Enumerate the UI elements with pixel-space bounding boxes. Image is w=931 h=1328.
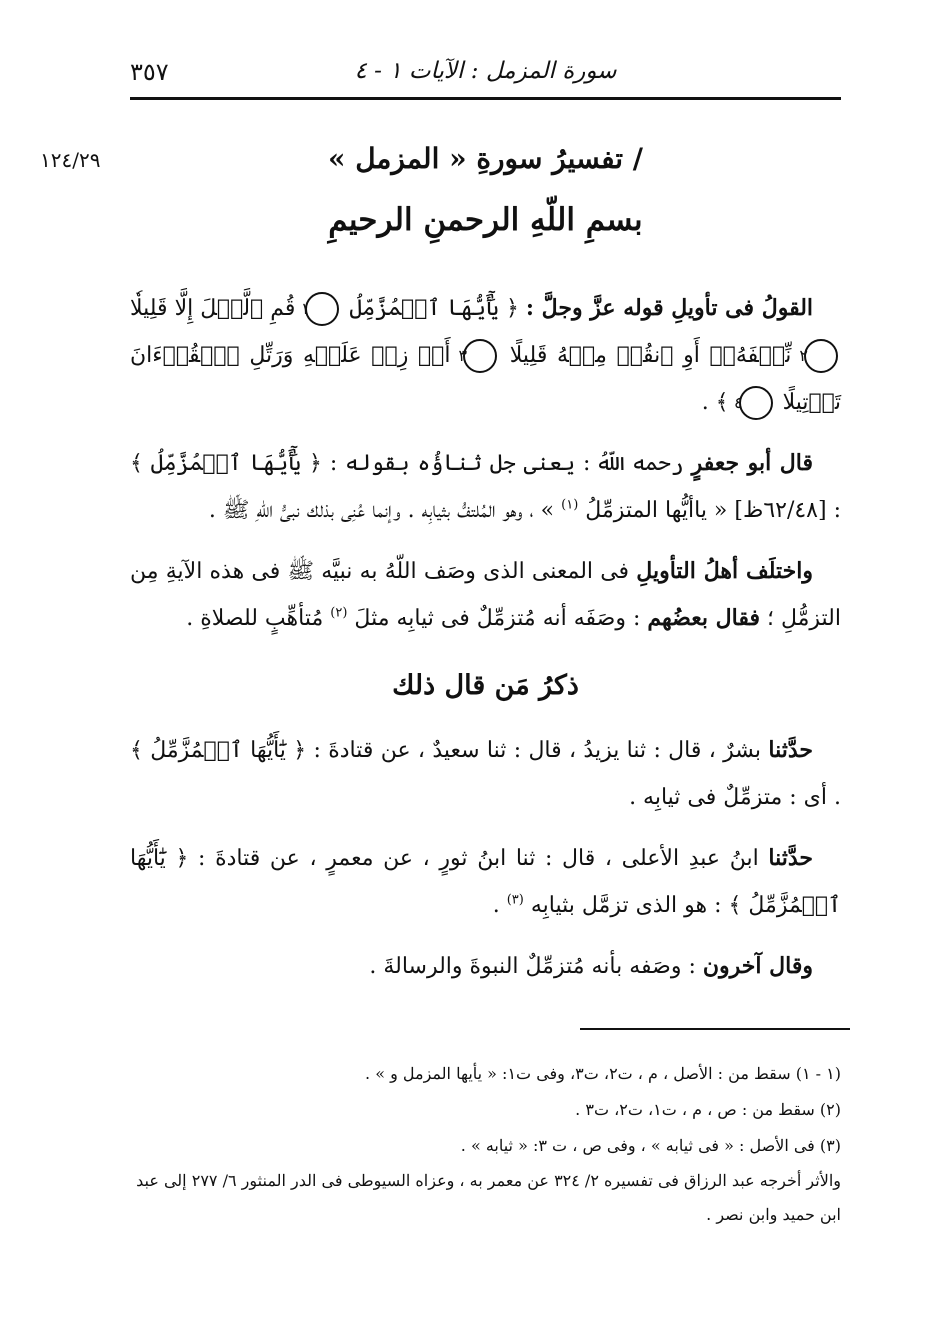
verse-text: ﴿ يَٰٓأَيُّهَا ٱلۡمُزَّمِّلُ [349,296,519,321]
paragraph-lead: حدَّثنا [768,845,814,871]
verse-text: نِّصۡفَهُۥٓ أَوِ ٱنقُصۡ مِنۡهُ قَلِيلًا [509,343,792,368]
paragraph-lead: واختلَف أهلُ التأويلِ [636,558,813,584]
running-header [130,50,841,94]
footnotes [130,1056,841,1232]
verse-text: أَوۡ زِدۡ عَلَيۡهِ وَرَتِّلِ ٱلۡقُرۡءَانَ تَرۡتِيلًا [130,343,841,415]
footnote-ref: (٢) [330,605,348,621]
commentary-paragraph [130,943,841,990]
paragraph-lead: وقال آخرون [702,953,813,979]
main-text [130,285,841,1004]
paragraph-text: . [492,893,500,918]
footnote: (١ - ١) سقط من : الأصل ، م ، ت٢، ت٣، وفى ت١: « يأيها المزمل و » . [365,1064,841,1083]
margin-manuscript-ref: ١٢٤/٢٩ [40,148,101,172]
paragraph-text: رحمه اللّهُ : يعنى جل ثناؤُه بقوله : ﴿ يَٰٓأَيُّهَا ٱلۡمُزَّمِّلُ ﴾ : [٦٢/٤٨ظ] « ياأيُّها المتزمِّلُ [130,451,841,523]
verse-number-marker: ٤ [739,386,773,420]
paragraph-lead: قال أبو جعفرٍ [691,450,814,476]
section-heading: ذكرُ مَن قال ذلك [392,670,579,701]
footnote-ref: (٣) [506,892,524,908]
paragraph-lead: حدَّثنا [768,737,813,763]
verse-number-marker: ١ [305,292,339,326]
footnote: (٢) سقط من : ص ، م ، ت١، ت٢، ت٣ . [575,1100,841,1119]
commentary-paragraph [130,548,841,642]
header-rule [130,97,841,100]
paragraph-text: بشرٌ ، قال : ثنا يزيدُ ، قال : ثنا سعيدٌ ، عن قتادةَ : ﴿ يَٰٓأَيُّهَا ٱلۡمُزَّمِّلُ ﴾ . أى : متزمِّلٌ فى ثيابِه . [130,738,841,810]
footnote: (٣) فى الأصل : « فى ثيابه » ، وفى ص ، ت ٣: « ثيابه » . [460,1136,841,1155]
verse-close: ﴾ . [701,390,729,415]
verse-number-marker: ٣ [463,339,497,373]
basmala: بسمِ اللّهِ الرحمنِ الرحيمِ [328,202,643,238]
verses-paragraph [130,285,841,426]
paragraph-text: : وصَفَه أنه مُتزمِّلٌ فى ثيابِه مثلَ [354,606,641,631]
narration-paragraph [130,835,841,929]
verse-number-marker: ٢ [804,339,838,373]
paragraph-text: فى المعنى الذى وصَف اللّهُ به نبيَّه ﷺ فى هذه الآيةِ مِن التزمُّلِ ؛ [130,559,841,631]
paragraph-text: مُتأهِّبٍ للصلاةِ . [186,606,324,631]
paragraph-text: » ، وهو المُلتفُّ بثيابِه . وإنما عُنِى بذلك نبىُّ اللّهِ ﷺ . [208,498,555,523]
paragraph-lead: القولُ فى تأويلِ قوله عزَّ وجلَّ : [525,295,814,321]
surah-title: / تفسيرُ سورةِ « المزمل » [327,142,644,175]
narration-paragraph [130,727,841,821]
paragraph-lead: فقال بعضُهم [647,605,760,631]
running-header-title: سورة المزمل : الآيات ١ - ٤ [354,58,617,84]
page-number: ٣٥٧ [130,58,169,86]
footnote-ref: (١) [561,497,579,513]
paragraph-text: ابنُ عبدِ الأعلى ، قال : ثنا ابنُ ثورٍ ، عن معمرٍ ، عن قتادةَ : ﴿ يَٰٓأَيُّهَا ٱلۡمُزَّمِّلُ ﴾ : هو الذى تزمَّل بثيابِه [130,846,841,918]
footnote-rule [580,1028,850,1030]
verse-text: قُمِ ٱلَّيۡلَ إِلَّا قَلِيلٗا [130,296,296,321]
commentary-paragraph [130,440,841,534]
footnote-note: والأثر أخرجه عبد الرزاق فى تفسيره ٢/ ٣٢٤ عن معمر به ، وعزاه السيوطى فى الدر المنثور ٦/ ٢٧٧ إلى عبد ابن حميد وابن نصر . [136,1171,841,1224]
paragraph-text: : وصَفه بأنه مُتزمِّلٌ النبوةَ والرسالةَ . [369,954,696,979]
